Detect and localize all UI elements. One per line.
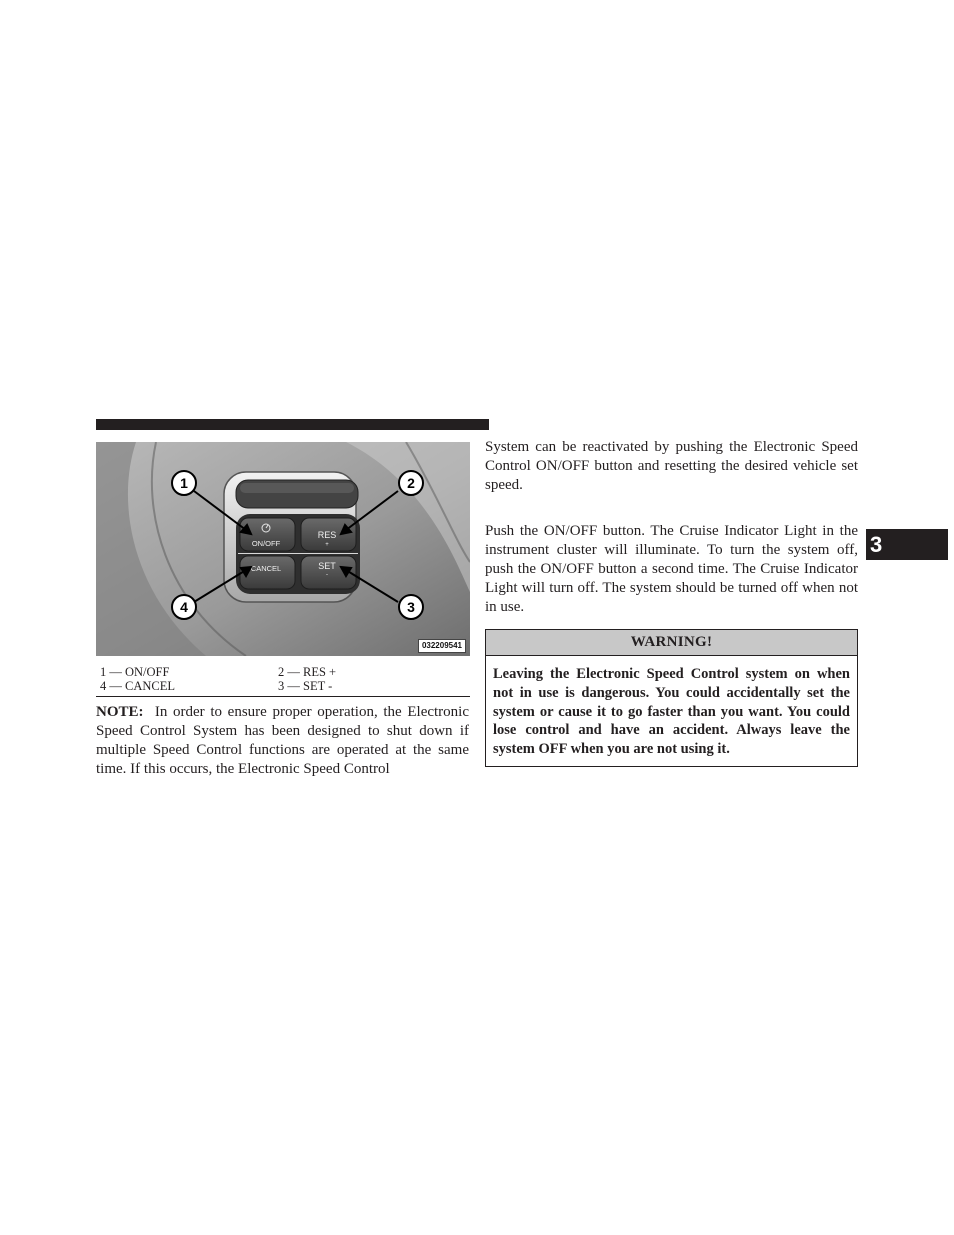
button-label-res: RES — [317, 530, 337, 540]
on-off-paragraph: Push the ON/OFF button. The Cruise Indicator Light in the instrument cluster will illuminate. To turn the system off, push the ON/OFF button a second time. The Cruise Indicator Light will turn off. The system should be turned off when not in use. — [485, 523, 858, 615]
button-label-cancel: CANCEL — [250, 564, 282, 573]
note-paragraph — [96, 703, 469, 779]
section-top-rule — [96, 419, 489, 430]
callout-2: 2 — [407, 475, 415, 491]
warning-text: Leaving the Electronic Speed Control system on when not in use is dangerous. You could accidentally set the system or cause it to go faster than you want. You could lose control and have an accident. Always leave the system OFF when you are not using it. — [493, 666, 850, 758]
legend-item-2: 2 — RES + — [278, 665, 337, 679]
speed-control-switch-figure — [96, 442, 470, 656]
legend-item-3: 3 — SET - — [278, 679, 333, 693]
legend-item-1: 1 — ON/OFF — [100, 665, 170, 679]
warning-title: WARNING! — [486, 630, 857, 656]
continuation-paragraph: System can be reactivated by pushing the Electronic Speed Control ON/OFF button and resetting the desired vehicle set speed. — [485, 439, 858, 493]
legend-item-4: 4 — CANCEL — [100, 679, 175, 693]
callout-1: 1 — [180, 475, 188, 491]
note-text: In order to ensure proper operation, the Electronic Speed Control System has been designed to shut down if multiple Speed Control functions are operated at the same time. If this occurs, the Electronic Speed Control — [96, 704, 469, 777]
button-label-res-plus: + — [325, 542, 329, 548]
figure-id-label: 032209541 — [418, 639, 466, 653]
button-label-on-off: ON/OFF — [251, 539, 281, 548]
note-label: NOTE: — [96, 704, 144, 720]
warning-box — [485, 629, 858, 767]
button-label-set-minus: - — [326, 572, 328, 578]
figure-legend — [96, 664, 470, 697]
button-label-set: SET — [318, 561, 336, 571]
chapter-tab: 3 — [866, 529, 948, 560]
callout-4: 4 — [180, 599, 188, 615]
callout-3: 3 — [407, 599, 415, 615]
